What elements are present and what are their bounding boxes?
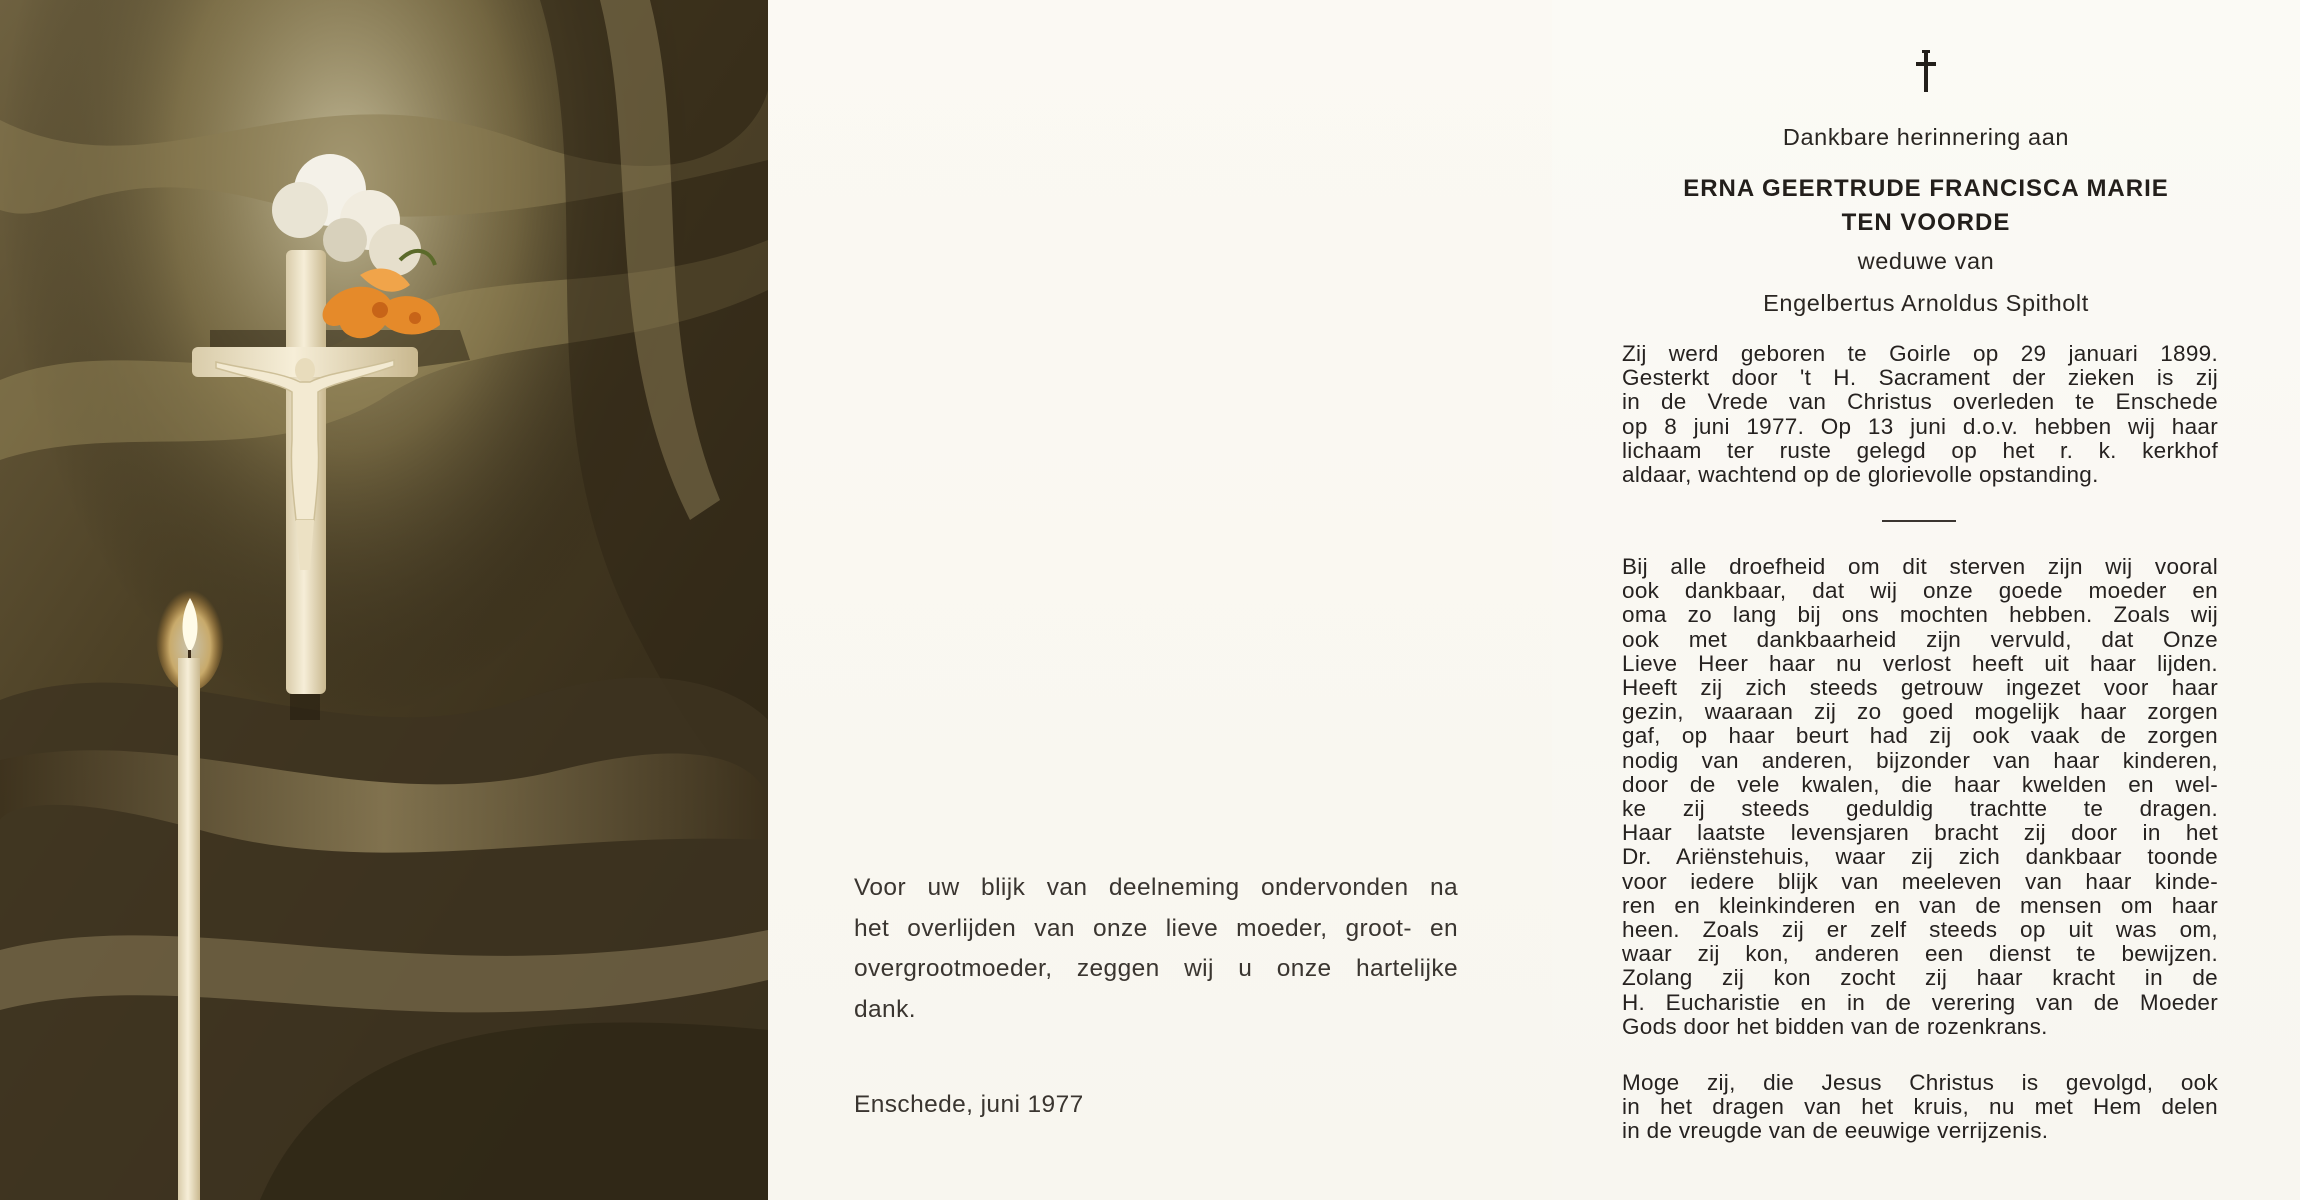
- thank-you-message: [854, 868, 1458, 1030]
- text-line: Haar laatste levensjaren bracht zij door in het: [1622, 820, 2218, 846]
- text-line: Gods door het bidden van de rozenkrans.: [1622, 1013, 2048, 1039]
- husband-name: Engelbertus Arnoldus Spitholt: [1763, 290, 2089, 316]
- text-line: op 8 juni 1977. Op 13 juni d.o.v. hebben wij haar: [1622, 413, 2218, 439]
- section-divider: [1882, 520, 1956, 522]
- text-line: ren en kleinkinderen en van de mensen om haar: [1622, 892, 2218, 918]
- text-line: Dr. Ariënstehuis, waar zij zich dankbaar toonde: [1622, 844, 2218, 870]
- reflection-paragraph: [1622, 555, 2218, 1039]
- thank-you-line: dank.: [854, 995, 916, 1023]
- deceased-name-line-1: ERNA GEERTRUDE FRANCISCA MARIE: [1683, 175, 2169, 202]
- text-line: H. Eucharistie en in de verering van de Moeder: [1622, 989, 2218, 1015]
- text-line: Bij alle droefheid om dit sterven zijn wij vooral: [1622, 554, 2218, 579]
- memorial-panel: [1552, 0, 2300, 1200]
- text-line: ook met dankbaarheid zijn vervuld, dat Onze: [1622, 626, 2218, 652]
- biography-paragraph: [1622, 342, 2218, 487]
- text-line: in het dragen van het kruis, nu met Hem delen: [1622, 1094, 2218, 1120]
- text-line: gaf, op haar beurt had zij ook vaak de zorgen: [1622, 723, 2218, 749]
- latin-cross-icon: [1912, 48, 1940, 96]
- text-line: voor iedere blijk van meeleven van haar kinde-: [1622, 868, 2218, 894]
- text-line: lichaam ter ruste gelegd op het r. k. kerkhof: [1622, 437, 2218, 463]
- text-line: aldaar, wachtend op de glorievolle opstanding.: [1622, 462, 2099, 488]
- text-line: Heeft zij zich steeds getrouw ingezet voor haar: [1622, 675, 2218, 701]
- text-line: waar zij kon, anderen een dienst te bewijzen.: [1622, 941, 2218, 967]
- memorial-intro: Dankbare herinnering aan: [1782, 124, 2070, 150]
- text-line: heen. Zoals zij er zelf steeds op uit was om,: [1622, 917, 2218, 943]
- text-line: Lieve Heer haar nu verlost heeft uit haar lijden.: [1622, 650, 2218, 676]
- text-line: gezin, waaraan zij zo goed mogelijk haar zorgen: [1622, 699, 2218, 725]
- text-line: in de Vrede van Christus overleden te Enschede: [1622, 389, 2218, 415]
- thank-you-line: het overlijden van onze lieve moeder, groot- en: [854, 914, 1458, 942]
- crucifix-candle-photo: [0, 0, 768, 1200]
- text-line: ke zij steeds geduldig trachtte te dragen.: [1622, 796, 2218, 822]
- place-date: Enschede, juni 1977: [854, 1091, 1084, 1118]
- thank-you-line: overgrootmoeder, zeggen wij u onze hartelijke: [854, 955, 1458, 982]
- text-line: oma zo lang bij ons mochten hebben. Zoals wij: [1622, 602, 2218, 628]
- closing-prayer-paragraph: [1622, 1071, 2218, 1144]
- thank-you-line: Voor uw blijk van deelneming ondervonden na: [854, 874, 1458, 901]
- deceased-name-line-2: TEN VOORDE: [1841, 209, 2011, 236]
- text-line: Moge zij, die Jesus Christus is gevolgd, ook: [1622, 1070, 2218, 1095]
- photo-panel: [0, 0, 768, 1200]
- text-line: Zij werd geboren te Goirle op 29 januari 1899.: [1622, 341, 2218, 366]
- text-line: door de vele kwalen, die haar kwelden en wel-: [1622, 771, 2218, 797]
- deceased-name: [1552, 172, 2300, 240]
- text-line: Zolang zij kon zocht zij haar kracht in de: [1622, 965, 2218, 991]
- text-line: Gesterkt door 't H. Sacrament der zieken is zij: [1622, 365, 2218, 391]
- text-line: nodig van anderen, bijzonder van haar kinderen,: [1622, 747, 2218, 773]
- text-line: ook dankbaar, dat wij onze goede moeder en: [1622, 578, 2218, 604]
- text-line: in de vreugde van de eeuwige verrijzenis.: [1622, 1118, 2049, 1144]
- widow-of-label: weduwe van: [1857, 248, 1995, 274]
- thank-you-panel: [768, 0, 1553, 1200]
